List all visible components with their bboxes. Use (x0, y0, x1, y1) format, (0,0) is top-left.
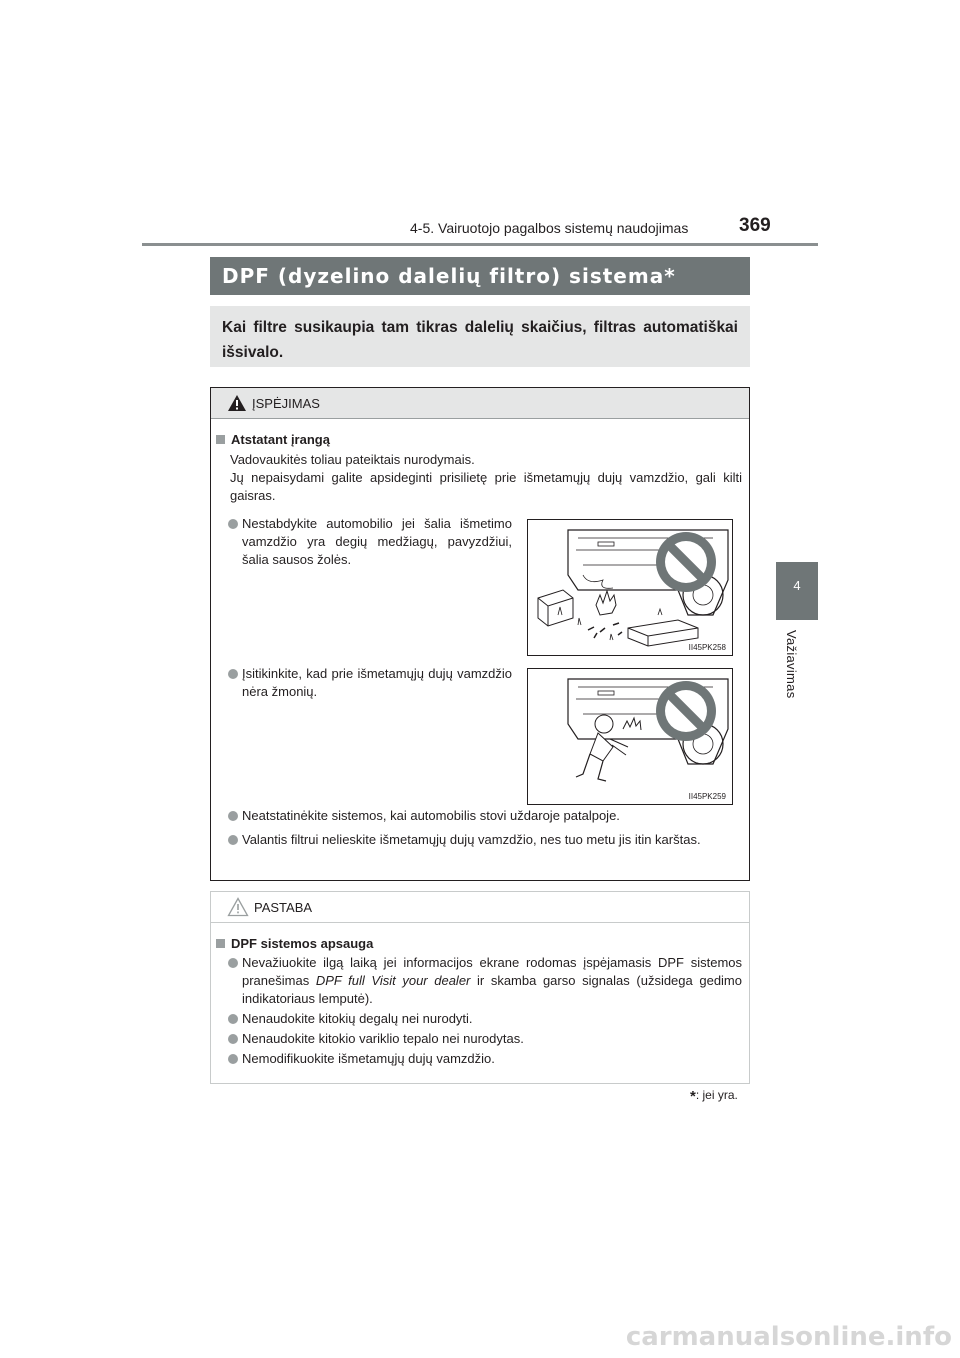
bullet-dot-icon (228, 519, 238, 529)
bullet-text: Nemodifikuokite išmetamųjų dujų vamzdžio. (242, 1051, 495, 1066)
bullet-dot-icon (228, 958, 238, 968)
bullet-dot-icon (228, 1034, 238, 1044)
bullet-text: Nevažiuokite ilgą laiką jei informacijos ekrane rodomas įspėjamasis DPF sistemos pranešimas (242, 955, 742, 988)
illustration-code: II45PK259 (688, 792, 726, 801)
warning-box (210, 387, 750, 881)
intro-summary: Kai filtre susikaupia tam tikras dalelių skaičius, filtras automatiškai išsivalo. (210, 306, 750, 367)
note-box (210, 891, 750, 1084)
footnote-text: : jei yra. (695, 1088, 738, 1102)
note-label: PASTABA (254, 900, 313, 915)
warning-triangle-icon (227, 394, 247, 412)
page-number: 369 (739, 215, 771, 236)
bullet-text: Nestabdykite automobilio jei šalia išmetimo vamzdžio yra degių medžiagų, pavyzdžiui, šalia sausos žolės. (242, 516, 512, 567)
truck-person-exhaust-illustration (528, 669, 732, 804)
section-title-bar (210, 257, 750, 295)
chapter-tab: 4 (776, 562, 818, 620)
note-section-title: DPF sistemos apsauga (231, 936, 374, 951)
running-header: 4-5. Vairuotojo pagalbos sistemų naudojimas (410, 220, 689, 236)
section-title: DPF (dyzelino dalelių filtro) sistema (222, 264, 665, 288)
note-bullet-1 (242, 954, 742, 1008)
dpf-message-text: DPF full Visit your dealer (315, 973, 471, 988)
bullet-text: Nenaudokite kitokių degalų nei nurodyti. (242, 1011, 473, 1026)
warning-header (211, 388, 749, 419)
note-bullet-2 (242, 1010, 742, 1028)
note-bullet-4 (242, 1050, 742, 1068)
watermark-text: carmanualsonline.info (625, 1322, 952, 1352)
chapter-label: Važiavimas (784, 630, 799, 699)
bullet-text: Įsitikinkite, kad prie išmetamųjų dujų vamzdžio nėra žmonių. (242, 666, 512, 699)
prohibited-icon (656, 532, 716, 592)
bullet-dot-icon (228, 811, 238, 821)
bullet-dot-icon (228, 1014, 238, 1024)
bullet-text: ir skamba garso signalas (užsidega gedimo indikatoriaus lemputė). (242, 973, 742, 1006)
prohibited-icon (656, 681, 716, 741)
bullet-text: Valantis filtrui nelieskite išmetamųjų dujų vamzdžio, nes tuo metu jis itin karštas. (242, 832, 701, 847)
warning-section-heading (216, 432, 330, 447)
warning-section-title: Atstatant įrangą (231, 432, 330, 447)
illustration-person-hazard (527, 668, 733, 805)
bullet-text: Nenaudokite kitokio variklio tepalo nei nurodytas. (242, 1031, 524, 1046)
footnote-star: * (690, 1088, 696, 1105)
warning-paragraph-2: Jų nepaisydami galite apsideginti prisilietę prie išmetamųjų dujų vamzdžio, gali kilti gaisras. (230, 470, 742, 503)
square-bullet-icon (216, 939, 225, 948)
warning-bullet-3 (242, 807, 742, 825)
bullet-dot-icon (228, 835, 238, 845)
watermark (0, 1320, 960, 1358)
illustration-fire-hazard (527, 519, 733, 656)
header-divider (142, 243, 818, 246)
warning-bullet-1 (242, 515, 512, 569)
caution-outline-icon (227, 897, 249, 917)
square-bullet-icon (216, 435, 225, 444)
warning-bullet-2 (242, 665, 512, 701)
illustration-code: II45PK258 (688, 643, 726, 652)
note-header (211, 892, 749, 923)
title-footnote-star: * (664, 264, 676, 288)
bullet-dot-icon (228, 1054, 238, 1064)
bullet-text: Neatstatinėkite sistemos, kai automobilis stovi uždaroje patalpoje. (242, 808, 620, 823)
warning-label: ĮSPĖJIMAS (252, 396, 320, 411)
footnote (690, 1088, 738, 1105)
warning-bullet-4 (242, 831, 742, 849)
warning-paragraph-1: Vadovaukitės toliau pateiktais nurodymais. (230, 452, 475, 467)
note-section-heading (216, 936, 373, 951)
bullet-dot-icon (228, 669, 238, 679)
truck-flammable-materials-illustration (528, 520, 732, 655)
note-bullet-3 (242, 1030, 742, 1048)
